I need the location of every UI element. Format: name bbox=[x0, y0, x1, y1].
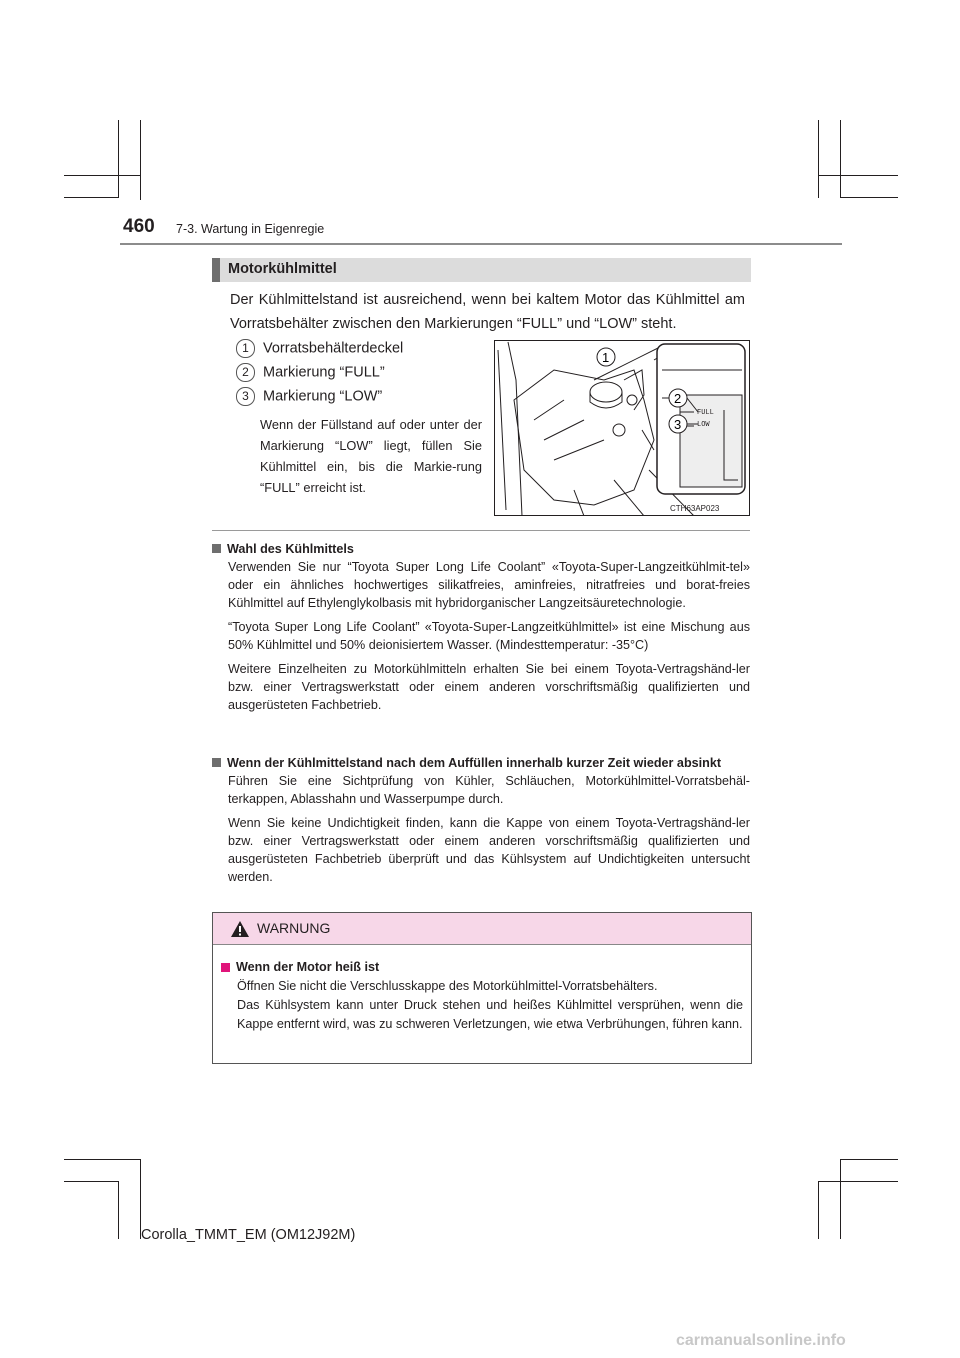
crop-mark bbox=[840, 1159, 841, 1239]
item-label: Vorratsbehälterdeckel bbox=[263, 340, 404, 357]
item-number: 1 bbox=[236, 339, 255, 358]
footer-model-code: Corolla_TMMT_EM (OM12J92M) bbox=[141, 1227, 356, 1243]
crop-mark bbox=[840, 197, 898, 198]
paragraph: “Toyota Super Long Life Coolant” «Toyota-Super-Langzeitkühlmittel» ist eine Mischung aus 50% Kühlmittel und 50% deionisiertem Wasser. (Mindesttemperatur: -35°C) bbox=[228, 620, 750, 652]
warning-title-text: Wenn der Motor heiß ist bbox=[236, 960, 380, 974]
crop-mark bbox=[64, 175, 141, 176]
warning-header bbox=[213, 913, 751, 945]
callout-2: 2 bbox=[674, 391, 682, 406]
warning-triangle-icon bbox=[230, 920, 250, 938]
paragraph: Weitere Einzelheiten zu Motorkühlmitteln erhalten Sie bei einem Toyota-Vertragshänd-ler bzw. einer Vertragswerkstatt oder einem anderen vorschriftsmäßig qualifizierten und ausgerüsteten Fachbetrieb. bbox=[228, 662, 750, 712]
watermark: carmanualsonline.info bbox=[676, 1332, 846, 1349]
section-title-text: Wahl des Kühlmittels bbox=[227, 542, 354, 556]
crop-mark bbox=[140, 120, 141, 200]
crop-mark bbox=[840, 1159, 898, 1160]
section-title bbox=[212, 540, 750, 558]
crop-mark bbox=[118, 120, 119, 198]
crop-mark bbox=[64, 197, 119, 198]
legend-item bbox=[236, 387, 382, 406]
legend-item bbox=[236, 363, 385, 382]
info-section bbox=[212, 540, 750, 720]
intro-paragraph: Der Kühlmittelstand ist ausreichend, wenn bei kaltem Motor das Kühlmittel am Vorratsbehälter zwischen den Markierungen “FULL” und “LOW” steht. bbox=[230, 292, 745, 332]
legend-item bbox=[236, 339, 403, 358]
coolant-reservoir-illustration bbox=[494, 340, 750, 516]
crop-mark bbox=[818, 120, 819, 198]
paragraph: Wenn Sie keine Undichtigkeit finden, kann die Kappe von einem Toyota-Vertragshänd-ler bzw. einer Vertragswerkstatt oder einem anderen vorschriftsmäßig qualifizierten und ausgerüsteten Fachbetrieb überprüft und das Kühlsystem auf Undichtigkeiten untersucht werden. bbox=[228, 816, 750, 884]
heading-marker bbox=[212, 258, 220, 282]
section-separator bbox=[212, 530, 750, 531]
crop-mark bbox=[64, 1159, 141, 1160]
square-bullet bbox=[212, 544, 221, 553]
figure-code: CTH63AP023 bbox=[670, 504, 720, 513]
section-title: 7-3. Wartung in Eigenregie bbox=[176, 222, 325, 236]
crop-mark bbox=[840, 120, 841, 198]
crop-mark bbox=[818, 175, 898, 176]
callout-3: 3 bbox=[674, 417, 682, 432]
full-label: FULL bbox=[697, 409, 714, 417]
level-note: Wenn der Füllstand auf oder unter der Markierung “LOW” liegt, füllen Sie Kühlmittel ein, bis die Markie-rung “FULL” erreicht ist. bbox=[260, 417, 482, 495]
paragraph: Verwenden Sie nur “Toyota Super Long Life Coolant” «Toyota-Super-Langzeitkühlmit-tel» oder ein ähnliches hochwertiges silikatfreies, aminfreies, nitratfreies und borat-freies Kühlmittel auf Ethylenglykolbasis mit hybridorganischer Langzeitsäuretechnologie. bbox=[228, 560, 750, 610]
warning-text: Das Kühlsystem kann unter Druck stehen und heißes Kühlmittel versprühen, wenn die Kappe entfernt wird, was zu schweren Verletzungen, wie etwa Verbrühungen, führen kann. bbox=[237, 998, 743, 1031]
crop-mark bbox=[64, 1181, 119, 1182]
square-bullet bbox=[221, 963, 230, 972]
warning-text: Öffnen Sie nicht die Verschlusskappe des Motorkühlmittel-Vorratsbehälters. bbox=[237, 979, 658, 993]
warning-label: WARNUNG bbox=[257, 920, 331, 936]
low-label: LOW bbox=[697, 421, 710, 429]
paragraph: Führen Sie eine Sichtprüfung von Kühler, Schläuchen, Motorkühlmittel-Vorratsbehäl-terkappen, Ablasshahn und Wasserpumpe durch. bbox=[228, 774, 750, 806]
page-number: 460 bbox=[123, 216, 155, 237]
warning-content bbox=[213, 945, 751, 1034]
warning-box bbox=[212, 912, 752, 1064]
header-rule bbox=[120, 243, 842, 245]
square-bullet bbox=[212, 758, 221, 767]
warning-title bbox=[221, 958, 743, 977]
item-number: 3 bbox=[236, 387, 255, 406]
section-title-text: Wenn der Kühlmittelstand nach dem Auffüllen innerhalb kurzer Zeit wieder absinkt bbox=[227, 756, 722, 770]
section-title bbox=[212, 754, 750, 772]
item-label: Markierung “LOW” bbox=[263, 388, 383, 405]
item-number: 2 bbox=[236, 363, 255, 382]
heading-text: Motorkühlmittel bbox=[228, 261, 337, 277]
item-label: Markierung “FULL” bbox=[263, 364, 385, 381]
crop-mark bbox=[118, 1181, 119, 1239]
callout-1: 1 bbox=[602, 350, 610, 365]
crop-mark bbox=[818, 1181, 898, 1182]
crop-mark bbox=[818, 1181, 819, 1239]
info-section bbox=[212, 754, 750, 892]
section-heading bbox=[212, 258, 751, 282]
